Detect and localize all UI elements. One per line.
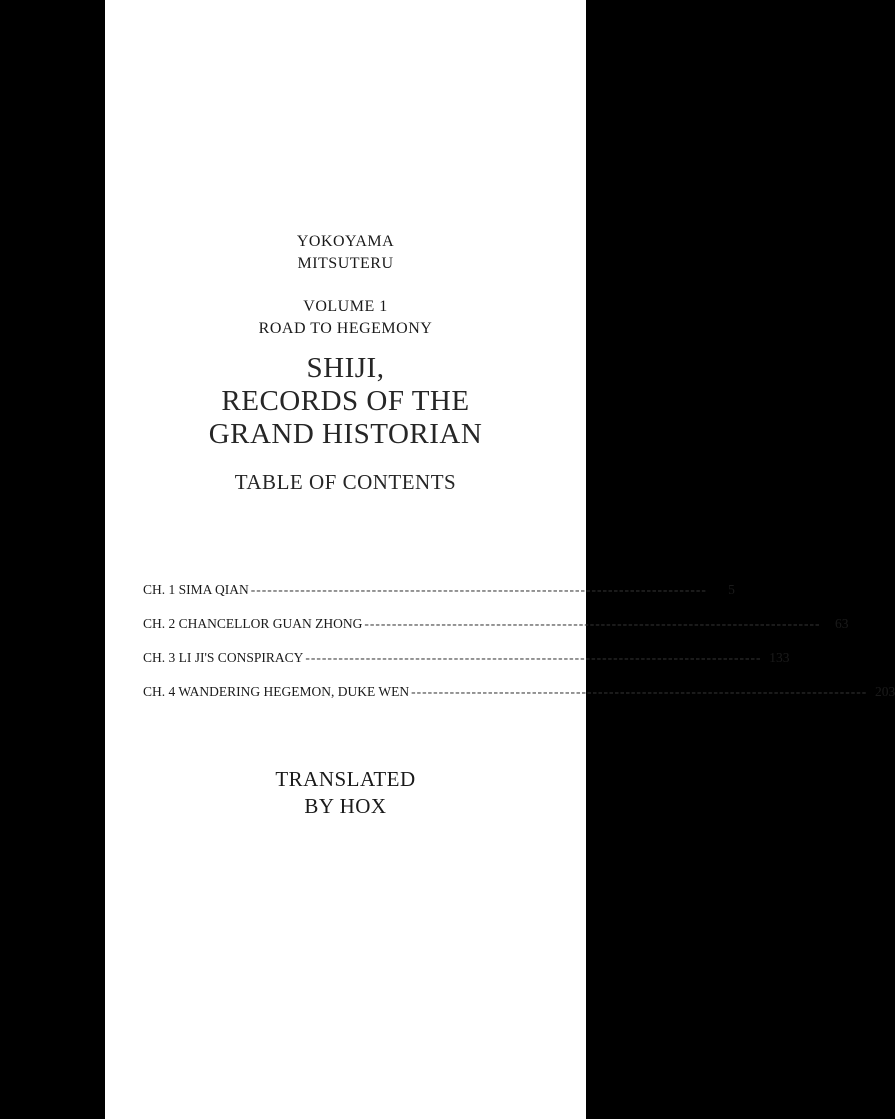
author-line-2: MITSUTERU <box>297 255 394 272</box>
chapter-page: 133 <box>769 650 790 665</box>
volume-info <box>105 296 586 340</box>
translator-credit <box>105 766 586 820</box>
chapter-page: 5 <box>728 582 735 597</box>
author-line-1: YOKOYAMA <box>296 233 395 250</box>
toc-heading: TABLE OF CONTENTS <box>234 470 457 494</box>
credit-line-2: BY HOX <box>304 794 387 818</box>
toc-leader: ----------------------------------------------------------------------------------- <box>250 582 707 597</box>
page-sheet <box>105 0 895 1119</box>
chapter-title: CH. 1 SIMA QIAN <box>143 582 249 597</box>
title-line-1: SHIJI, <box>306 352 385 384</box>
author-name <box>105 231 586 275</box>
chapter-title: CH. 3 LI JI'S CONSPIRACY <box>143 650 304 665</box>
toc-leader: ----------------------------------------------------------------------------------- <box>305 650 762 665</box>
chapter-title: CH. 4 WANDERING HEGEMON, DUKE WEN <box>143 684 410 699</box>
title-line-2: RECORDS OF THE <box>221 385 470 417</box>
table-of-contents <box>143 580 895 716</box>
volume-subtitle: ROAD TO HEGEMONY <box>258 320 433 337</box>
chapter-page: 63 <box>835 616 849 631</box>
book-title <box>105 352 586 451</box>
chapter-title: CH. 2 CHANCELLOR GUAN ZHONG <box>143 616 363 631</box>
toc-entry[interactable] <box>143 614 849 648</box>
toc-leader: ----------------------------------------------------------------------------------- <box>364 616 821 631</box>
toc-leader: ----------------------------------------------------------------------------------- <box>411 684 868 699</box>
chapter-page: 203 <box>875 684 895 699</box>
toc-entry[interactable] <box>143 648 790 682</box>
toc-entry[interactable] <box>143 580 735 614</box>
volume-number: VOLUME 1 <box>303 298 388 315</box>
credit-line-1: TRANSLATED <box>275 767 416 791</box>
title-line-3: GRAND HISTORIAN <box>208 418 483 450</box>
toc-entry[interactable] <box>143 682 895 716</box>
